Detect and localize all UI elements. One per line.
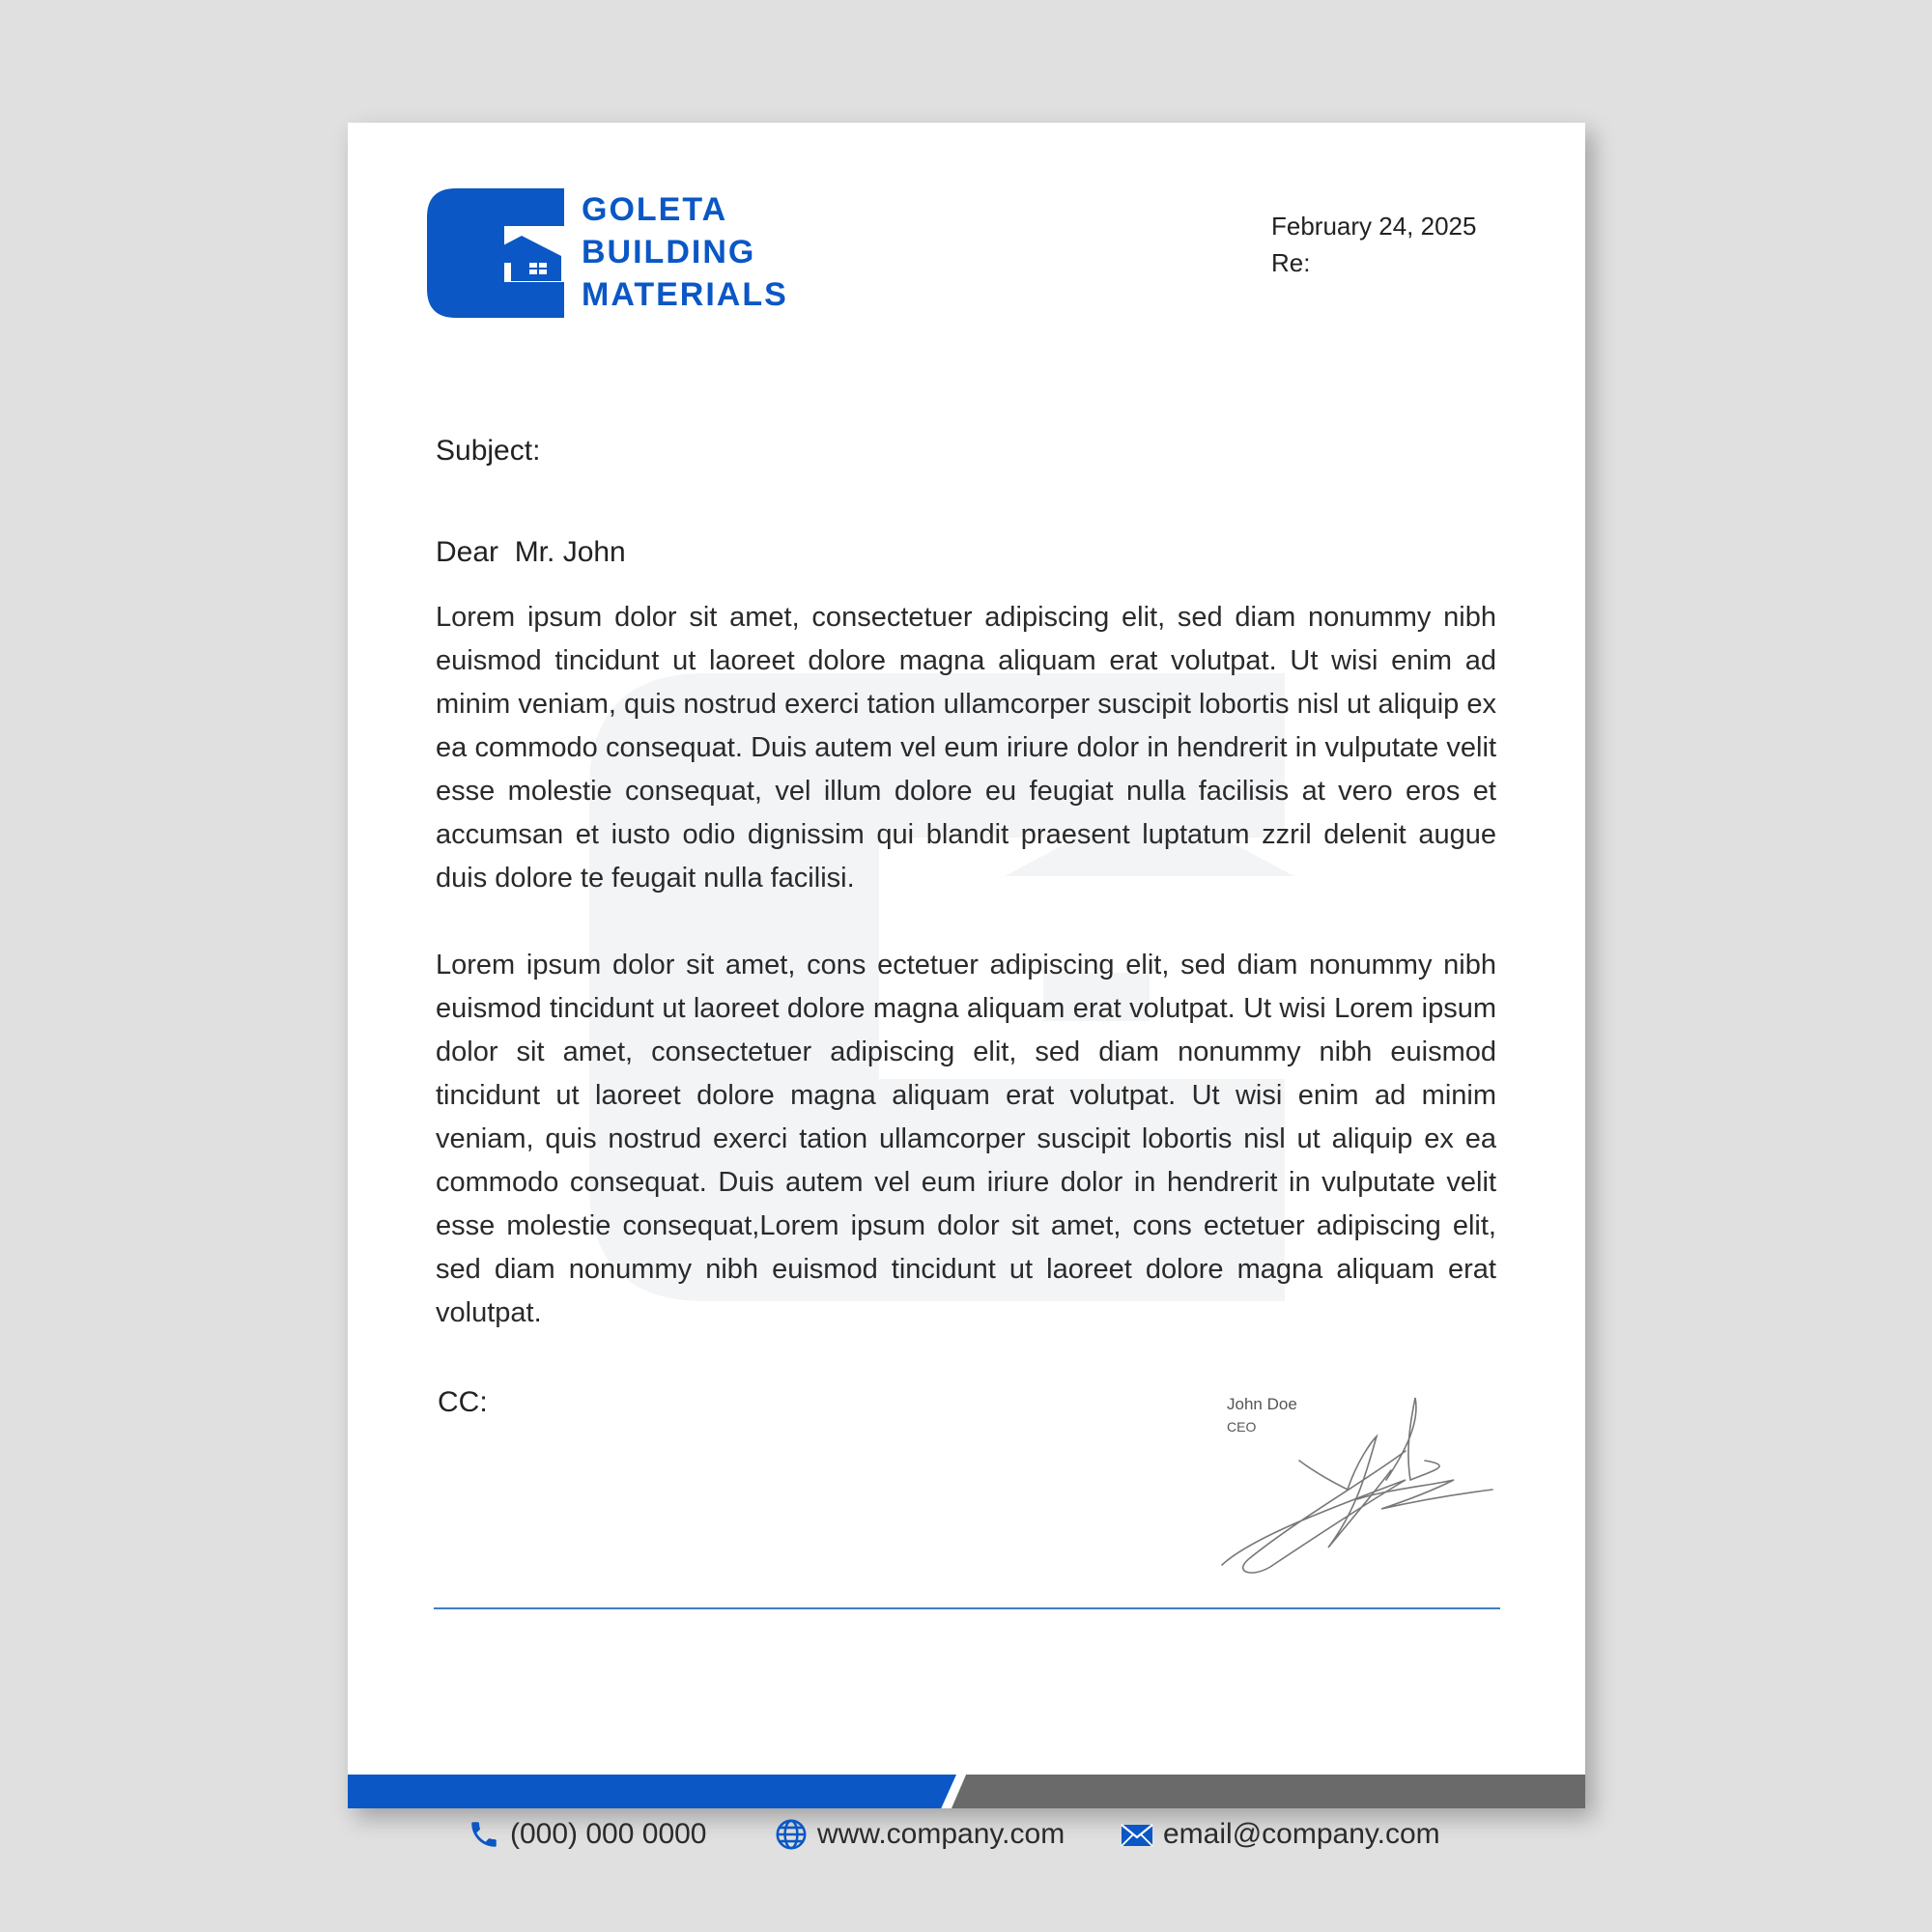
company-name — [582, 188, 813, 316]
body-paragraph: Lorem ipsum dolor sit amet, consectetuer adipiscing elit, sed diam nonummy nibh euismod tincidunt ut laoreet dolore magna aliquam erat volutpat. Ut wisi enim ad minim veniam, quis nostrud exerci tation ullamcorper suscipit lobortis nisl ut aliquip ex ea commodo consequat. Duis autem vel eum iriure dolor in hendrerit in vulputate velit esse molestie consequat, vel illum dolore eu feugiat nulla facilisis at vero eros et accumsan et iusto odio dignissim qui blandit praesent luptatum zzril delenit augue duis dolore te feugait nulla facilisi. — [436, 602, 1496, 894]
contact-phone — [468, 1818, 707, 1851]
company-name-line3: MATERIALS — [582, 276, 788, 313]
phone-icon — [468, 1818, 500, 1851]
letterhead-page — [348, 123, 1585, 1850]
footer-bar-blue — [348, 1775, 956, 1808]
signature-icon — [1212, 1393, 1502, 1577]
mail-icon — [1121, 1822, 1153, 1847]
globe-icon — [775, 1818, 808, 1851]
cc-line: CC: — [438, 1386, 488, 1418]
letter-meta — [1271, 208, 1476, 281]
footer-divider — [434, 1607, 1500, 1609]
letter-body — [436, 596, 1496, 1335]
subject-line: Subject: — [436, 435, 541, 467]
logo-mark-icon — [427, 188, 572, 318]
contact-email — [1121, 1818, 1440, 1851]
website-url[interactable]: www.company.com — [817, 1818, 1065, 1850]
phone-number: (000) 000 0000 — [510, 1818, 707, 1850]
email-address[interactable]: email@company.com — [1163, 1818, 1440, 1850]
company-logo — [427, 188, 813, 318]
greeting: Dear Mr. John — [436, 536, 626, 568]
signer-name: John Doe — [1227, 1395, 1297, 1413]
company-name-line1: GOLETA — [582, 191, 728, 228]
contact-website — [775, 1818, 1065, 1851]
signer-title: CEO — [1227, 1419, 1257, 1435]
letter-re: Re: — [1271, 248, 1311, 277]
body-paragraph: Lorem ipsum dolor sit amet, cons ectetuer adipiscing elit, sed diam nonummy nibh euismod tincidunt ut laoreet dolore magna aliquam erat volutpat. Ut wisi Lorem ipsum dolor sit amet, consectetuer adipiscing elit, sed diam nonummy nibh euismod tincidunt ut laoreet dolore magna aliquam erat volutpat. Ut wisi enim ad minim veniam, quis nostrud exerci tation ullamcorper suscipit lobortis nisl ut aliquip ex ea commodo consequat. Duis autem vel eum iriure dolor in hendrerit in vulputate velit esse molestie consequat,Lorem ipsum dolor sit amet, cons ectetuer adipiscing elit, sed diam nonummy nibh euismod tincidunt ut laoreet dolore magna aliquam erat volutpat. — [436, 950, 1496, 1328]
letter-date: February 24, 2025 — [1271, 212, 1477, 241]
company-name-line2: BUILDING — [582, 234, 756, 270]
footer-bar-gray — [952, 1775, 1585, 1808]
